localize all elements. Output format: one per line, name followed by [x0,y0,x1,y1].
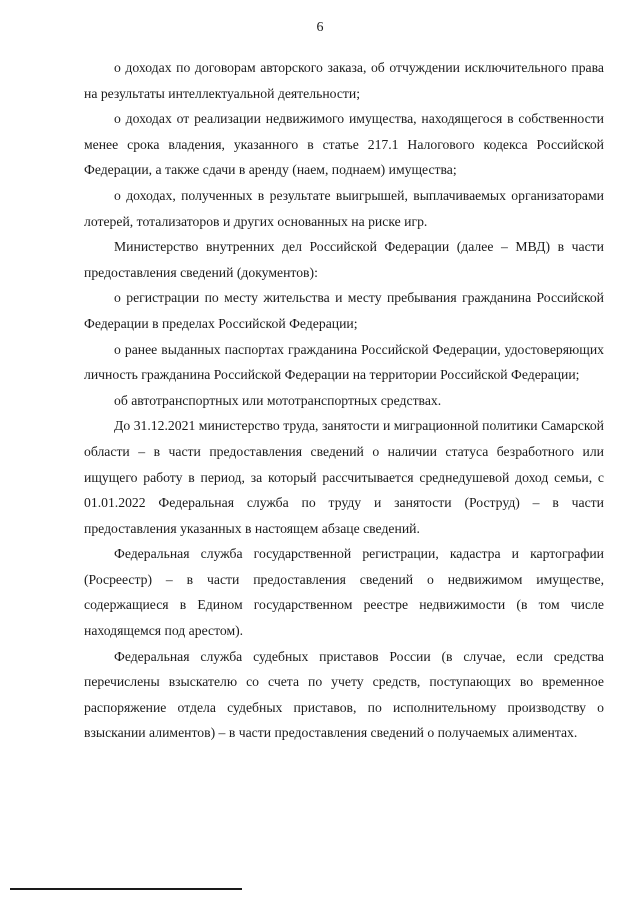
paragraph: Министерство внутренних дел Российской Федерации (далее – МВД) в части предоставления сведений (документов): [84,239,604,280]
paragraph: о доходах по договорам авторского заказа, об отчуждении исключительного права на результаты интеллектуальной деятельности; [84,60,604,101]
paragraph: До 31.12.2021 министерство труда, занятости и миграционной политики Самарской области – в части предоставления сведений о наличии статуса безработного или ищущего работу в период, за который рассчитывается среднедушевой доход семьи, с 01.01.2022 Федеральная служба по труду и занятости (Роструд) – в части предоставления указанных в настоящем абзаце сведений. [84,418,604,536]
paragraph: Федеральная служба государственной регистрации, кадастра и картографии (Росреестр) – в части предоставления сведений о недвижимом имуществе, содержащиеся в Едином государственном реестре недвижимости (в том числе находящемся под арестом). [84,546,604,639]
body-text [84,55,604,746]
footnote-separator [10,888,242,890]
paragraph: об автотранспортных или мототранспортных средствах. [114,392,442,408]
paragraph: Федеральная служба судебных приставов России (в случае, если средства перечислены взыскателю со счета по учету средств, поступающих во временное распоряжение отдела судебных приставов, по исполнительному производству о взыскании алиментов) – в части предоставления сведений о получаемых алиментах. [84,648,604,741]
paragraph: о ранее выданных паспортах гражданина Российской Федерации, удостоверяющих личность гражданина Российской Федерации на территории Российской Федерации; [84,341,604,383]
paragraph: о регистрации по месту жительства и месту пребывания гражданина Российской Федерации в пределах Российской Федерации; [84,290,604,331]
paragraph: о доходах от реализации недвижимого имущества, находящегося в собственности менее срока владения, указанного в статье 217.1 Налогового кодекса Российской Федерации, а также сдачи в аренду (наем, поднаем) имущества; [84,111,604,178]
page-number: 6 [316,20,324,35]
paragraph: о доходах, полученных в результате выигрышей, выплачиваемых организаторами лотерей, тотализаторов и других основанных на риске игр. [84,187,604,229]
